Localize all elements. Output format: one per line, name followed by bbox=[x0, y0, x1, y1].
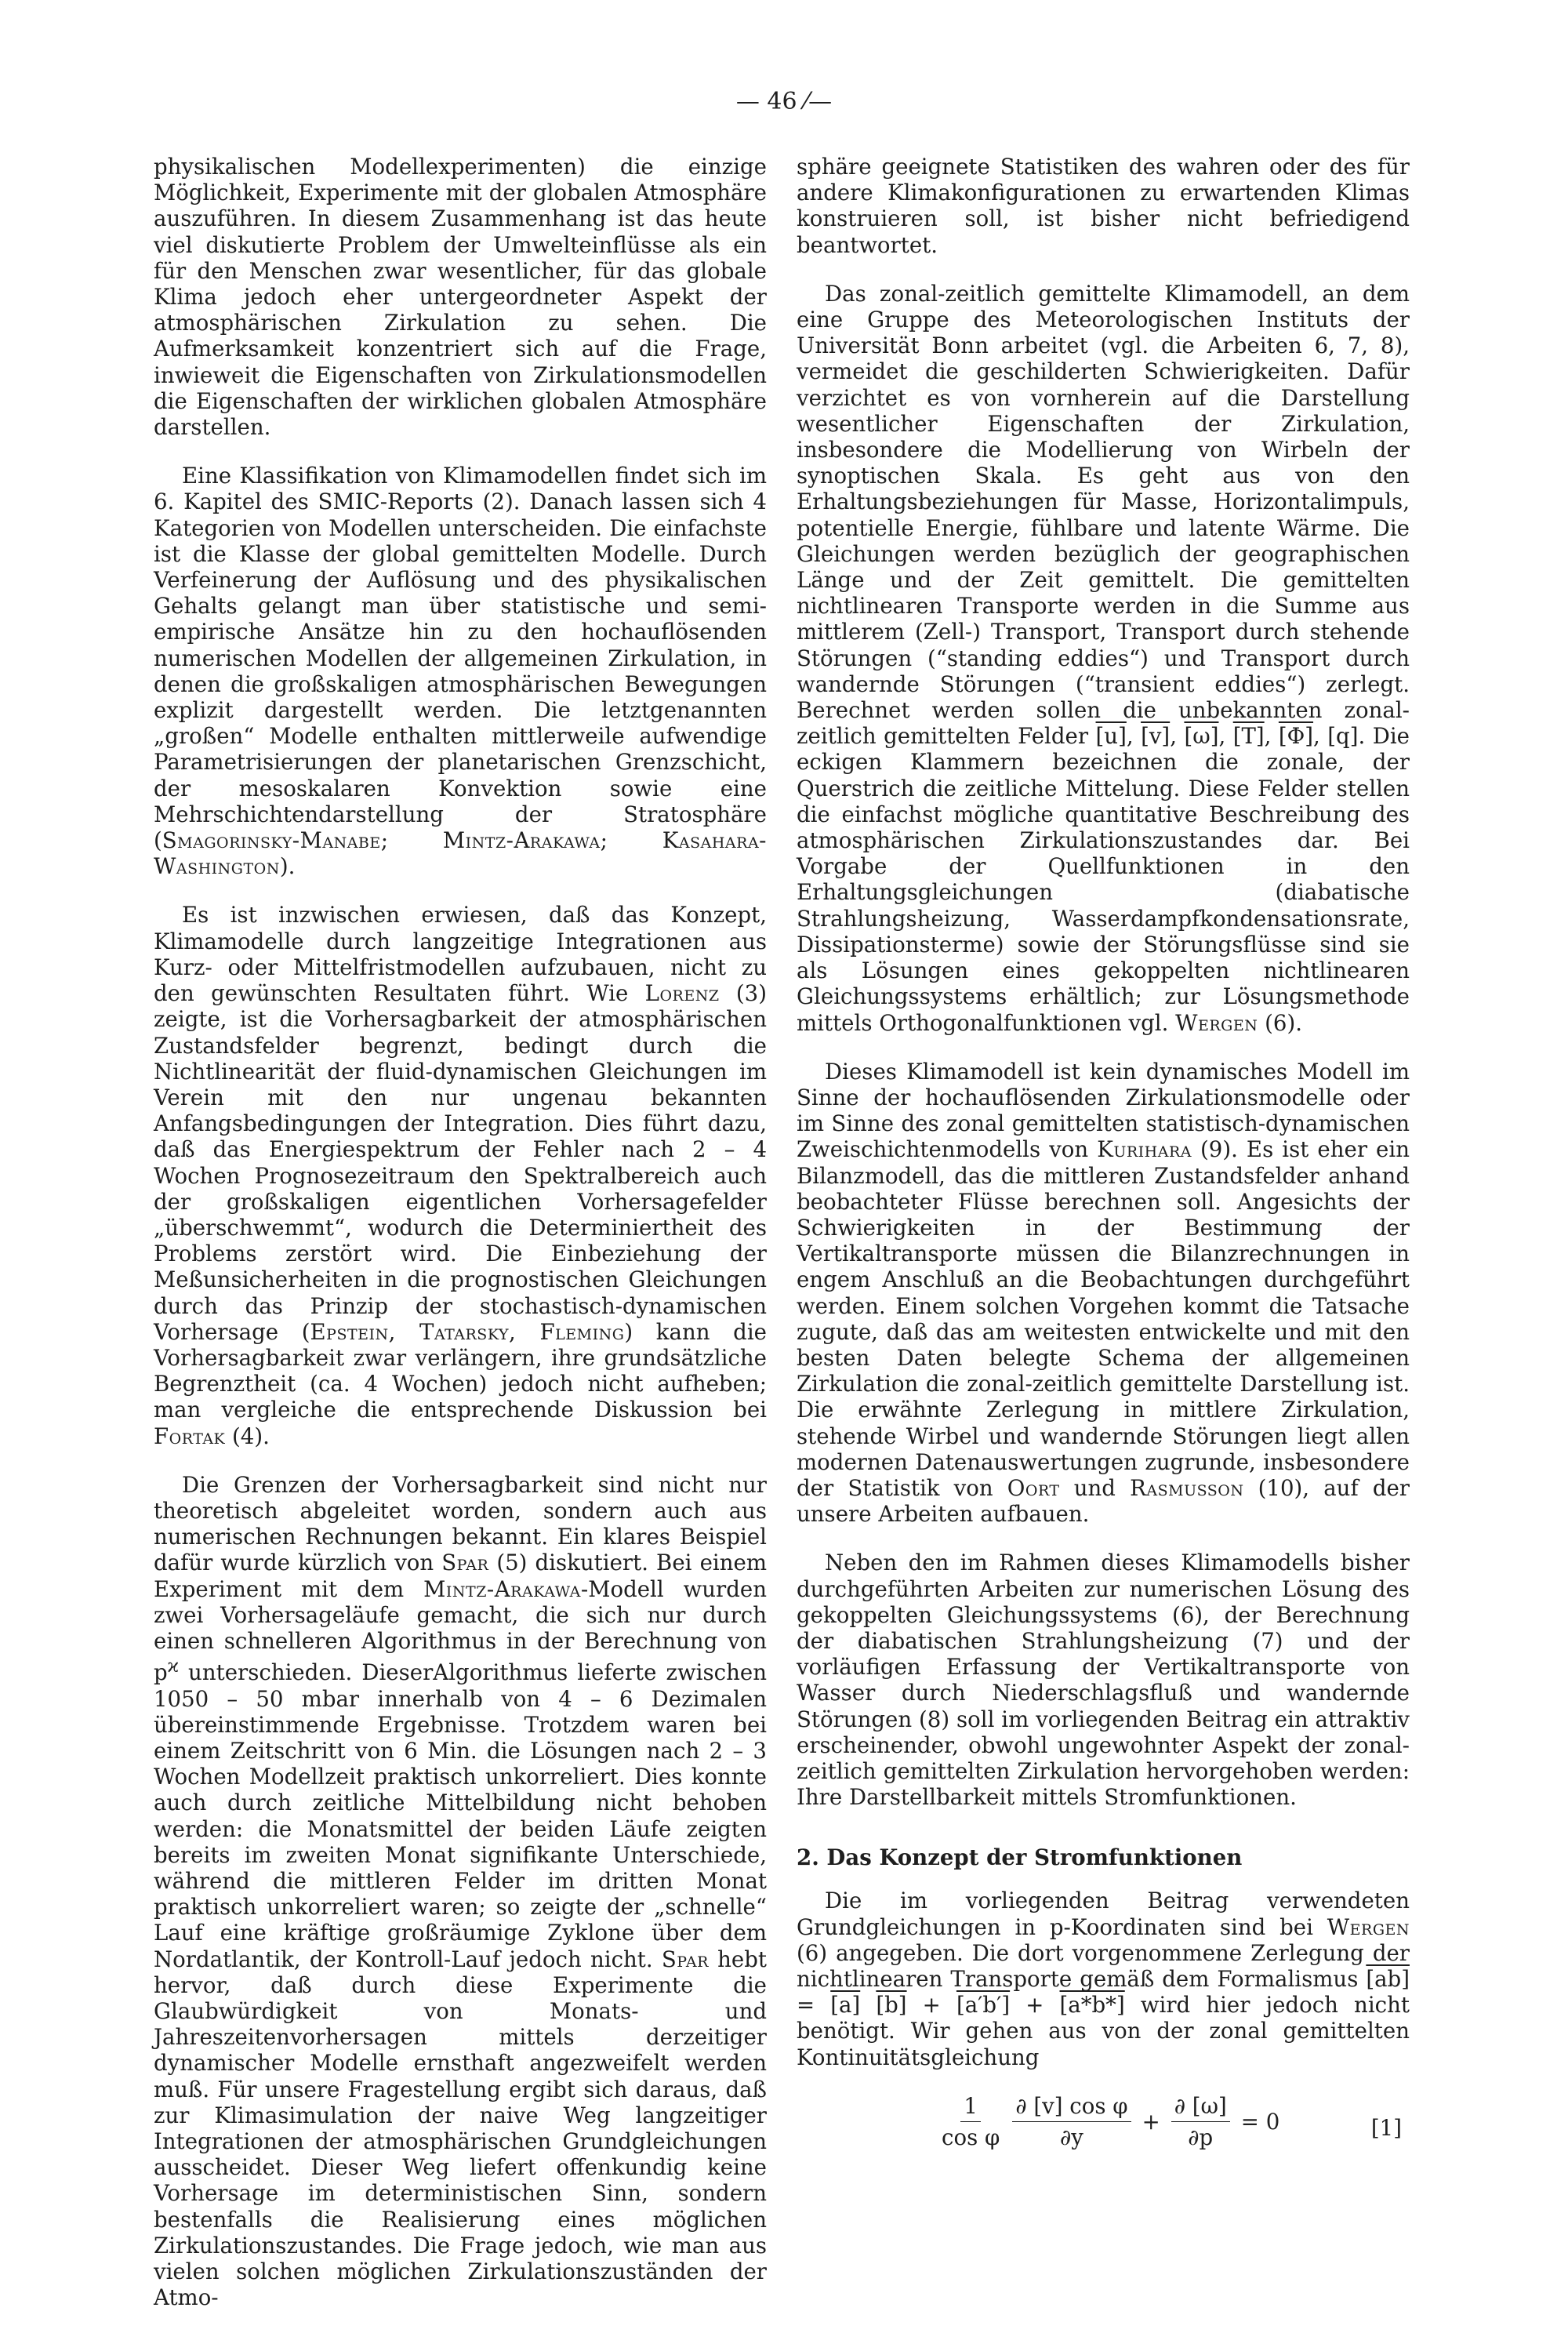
fraction bbox=[1012, 2093, 1131, 2150]
paragraph bbox=[797, 1059, 1410, 1528]
author-names: Epstein, Tatarsky, Fleming bbox=[310, 1318, 625, 1345]
author-name: Wergen bbox=[1175, 1009, 1258, 1036]
author-name: Oort bbox=[1007, 1474, 1060, 1501]
operator: + bbox=[906, 1992, 956, 2019]
left-column bbox=[154, 154, 767, 2333]
paragraph: sphäre geeignete Statistiken des wahren oder des für andere Klimakonfigurationen zu erwartenden Klimas konstruieren soll, ist bisher nicht befriedigend beantwortet. bbox=[797, 154, 1410, 258]
text-run: (5) diskutiert. Bei einem Experiment mit dem bbox=[154, 1550, 767, 1602]
term-b: [b] bbox=[876, 1992, 907, 2019]
text-run: (9). Es ist eher ein Bilanzmodell, das die mittleren Zustandsfelder anhand beobachteter Flüsse berechnen soll. Angesichts der Schwierigkeiten in der Bestimmung der Vertikaltransporte müssen die Bilanzrechnungen in engem Anschluß an die Beobachtungen durchgeführt werden. Einem solchen Vorgehen kommt die Tatsache zugute, daß das am weitesten entwickelte und mit den besten Daten belegte Schema der allgemeinen Zirkulation die zonal-zeitlich gemittelte Darstellung ist. Die erwähnte Zerlegung in mittlere Zirkulation, stehende Wirbel und wandernde Störungen liegt allen modernen Datenauswertungen zugrunde, insbesondere der Statistik von bbox=[797, 1136, 1410, 1501]
author-name: Kurihara bbox=[1097, 1136, 1192, 1163]
paragraph: physikalischen Modellexperimenten) die einzige Möglichkeit, Experimente mit der globalen Atmosphäre auszuführen. In diesem Zusammenhang ist das heute viel diskutierte Problem der Umwelteinflüsse als ein für den Menschen zwar wesentlicher, für das globale Klima jedoch eher untergeordneter Aspekt der atmosphärischen Zirkulation zu sehen. Die Aufmerksamkeit konzentriert sich auf die Frage, inwieweit die Eigenschaften von Zirkulationsmodellen die Eigenschaften der wirklichen globalen Atmosphäre darstellen. bbox=[154, 154, 767, 441]
term-a: [a] bbox=[830, 1992, 861, 2019]
text-run: (10), auf der unsere Arbeiten aufbauen. bbox=[797, 1474, 1410, 1528]
text-run: ). bbox=[279, 853, 296, 880]
equation-body bbox=[934, 2093, 1286, 2150]
numerator: 1 bbox=[960, 2093, 981, 2122]
text-run: ) kann die Vorhersagbarkeit zwar verlängern, ihre grundsätzliche Begrenztheit (ca. 4 Wochen) jedoch nicht aufheben; man vergleiche die entsprechende Diskussion bei bbox=[154, 1318, 767, 1423]
equation-rhs: = 0 bbox=[1240, 2108, 1280, 2135]
text-run: und bbox=[1059, 1474, 1131, 1501]
continuity-equation bbox=[797, 2093, 1410, 2168]
field-phi: [Φ] bbox=[1278, 723, 1314, 750]
numerator: ∂ [ω] bbox=[1171, 2093, 1230, 2122]
superscript-kappa: ϰ bbox=[167, 1656, 180, 1677]
equation-number: [1] bbox=[1370, 2114, 1402, 2141]
paragraph bbox=[797, 1888, 1410, 2070]
term-astar-bstar: [a*b*] bbox=[1059, 1992, 1125, 2019]
paragraph: Das zonal-zeitlich gemittelte Klimamodell, an dem eine Gruppe des Meteorologischen Instituts der Universität Bonn arbeitet (vgl. die Arbeiten 6, 7, 8), vermeidet die geschilderten Schwierigkeiten. Dafür verzichtet es von vornherein auf die Darstellung wesentlicher Eigenschaften der Zirkulation, insbesondere die Modellierung von Wirbeln der synoptischen Skala. Es geht aus von den Erhaltungsbeziehungen für Masse, Horizontalimpuls, potentielle Energie, fühlbare und latente Wärme. Die Gleichungen werden bezüglich der geographischen Länge und der Zeit gemittelt. Die gemittelten nichtlinearen Transporte werden in die Summe aus mittlerem (Zell-) Transport, Transport durch stehende Störungen (“standing eddies“) und Transport durch wandernde Störungen (“transient eddies“) zerlegt. Berechnet werden sollen die unbekannten zonal-zeitlich gemittelten Felder [u], [v], [ω], [T], [Φ], [q]. Die eckigen Klammern bezeichnen die zonale, der Querstrich die zeitliche Mittelung. Diese Felder stellen die einfachst mögliche quantitative Beschreibung des atmosphärischen Zirkulationszustandes dar. Bei Vorgabe der Quellfunktionen in den Erhaltungsgleichungen (diabatische Strahlungsheizung, Wasserdampfkondensationsrate, Dissipationsterme) sowie der Störungsflüsse sind sie als Lösungen eines gekoppelten nichtlinearen Gleichungssystems erhältlich; zur Lösungsmethode mittels Orthogonalfunktionen vgl. Wergen (6). bbox=[797, 280, 1410, 1036]
author-name: Spar bbox=[661, 1946, 709, 1972]
author-name: Rasmusson bbox=[1130, 1474, 1244, 1501]
page-number: — 46 ⁄— bbox=[735, 88, 833, 115]
field-q: [q] bbox=[1327, 723, 1359, 750]
author-name: Wergen bbox=[1327, 1913, 1410, 1940]
author-name: Fortak bbox=[154, 1423, 226, 1449]
denominator: ∂p bbox=[1188, 2124, 1214, 2151]
paragraph bbox=[154, 902, 767, 1448]
term-ab: [ab] bbox=[1366, 1966, 1410, 1992]
text-run: (6). bbox=[1258, 1009, 1302, 1036]
text-run: Dieses Klimamodell ist kein dynamisches Modell im Sinne der hochauflösenden Zirkulationsmodelle oder im Sinne des zonal gemittelten statistisch-dynamischen Zweischichtenmodells von bbox=[797, 1058, 1410, 1163]
paragraph bbox=[154, 1472, 767, 2311]
numerator: ∂ [v] cos φ bbox=[1012, 2093, 1131, 2122]
text-run: (6) angegeben. Die dort vorgenommene Zerlegung der nichtlinearen Transporte gemäß dem Formalismus bbox=[797, 1939, 1410, 1992]
text-run: Es ist inzwischen erwiesen, daß das Konzept, Klimamodelle durch langzeitige Integrationen aus Kurz- oder Mittelfristmodellen aufzubauen, nicht zu den gewünschten Resultaten führt. Wie bbox=[154, 902, 767, 1007]
fraction bbox=[1171, 2093, 1230, 2150]
field-v: [v] bbox=[1141, 723, 1171, 750]
text-run: Eine Klassifikation von Klimamodellen findet sich im 6. Kapitel des SMIC-Reports (2). Danach lassen sich 4 Kategorien von Modellen unterscheiden. Die einfachste ist die Klasse der global gemittelten Modelle. Durch Verfeinerung der Auflösung und des physikalischen Gehalts gelangt man über statistische und semi-empirische Ansätze hin zu den hochauflösenden numerischen Modellen der allgemeinen Zirkulation, in denen die großskaligen atmosphärischen Bewegungen explizit dargestellt werden. Die letztgenannten „großen“ Modelle enthalten mittlerweile aufwendige Parametrisierungen der planetarischen Grenzschicht, der mesoskalaren Konvektion sowie eine Mehrschichtendarstellung der Stratosphäre ( bbox=[154, 463, 767, 854]
plus-operator: + bbox=[1142, 2108, 1160, 2135]
author-names: Smagorinsky-Manabe; Mintz-Arakawa; Kasahara-Washington bbox=[154, 827, 767, 880]
text-run: Das zonal-zeitlich gemittelte Klimamodell, an dem eine Gruppe des Meteorologischen Instituts der Universität Bonn arbeitet (vgl. die Arbeiten 6, 7, 8), vermeidet die geschilderten Schwierigkeiten. Dafür verzichtet es von vornherein auf die Darstellung wesentlicher Eigenschaften der Zirkulation, insbesondere die Modellierung von Wirbeln der synoptischen Skala. Es geht aus von den Erhaltungsbeziehungen für Masse, Horizontalimpuls, potentielle Energie, fühlbare und latente Wärme. Die Gleichungen werden bezüglich der geographischen Länge und der Zeit gemittelt. Die gemittelten nichtlinearen Transporte werden in die Summe aus mittlerem (Zell-) Transport, Transport durch stehende Störungen (“standing eddies“) und Transport durch wandernde Störungen (“transient eddies“) zerlegt. Berechnet werden sollen die unbekannten zonal-zeitlich gemittelten Felder bbox=[797, 280, 1410, 750]
denominator: cos φ bbox=[942, 2124, 1000, 2151]
denominator: ∂y bbox=[1060, 2124, 1083, 2151]
field-t: [T] bbox=[1232, 723, 1265, 750]
field-omega: [ω] bbox=[1184, 723, 1219, 750]
model-name: Mintz-Arakawa bbox=[423, 1575, 581, 1602]
text-run: . Die eckigen Klammern bezeichnen die zonale, der Querstrich die zeitliche Mittelung. Diese Felder stellen die einfachst mögliche quantitative Beschreibung des atmosphärischen Zirkulationszustandes dar. Bei Vorgabe der Quellfunktionen in den Erhaltungsgleichungen (diabatische Strahlungsheizung, Wasserdampfkondensationsrate, Dissipationsterme) sowie der Störungsflüsse sind sie als Lösungen eines gekoppelten nichtlinearen Gleichungssystems erhältlich; zur Lösungsmethode mittels Orthogonalfunktionen vgl. bbox=[797, 723, 1410, 1036]
text-run: (4). bbox=[225, 1423, 270, 1449]
text-run: unterschieden. DieserAlgorithmus lieferte zwischen 1050 – 50 mbar innerhalb von 4 – 6 Dezimalen übereinstimmende Ergebnisse. Trotzdem waren bei einem Zeitschritt von 6 Min. die Lösungen nach 2 – 3 Wochen Modellzeit praktisch unkorreliert. Dies konnte auch durch zeitliche Mittelbildung nicht behoben werden: die Monatsmittel der beiden Läufe zeigten bereits im zweiten Monat signifikante Unterschiede, während die mittleren Felder im dritten Monat praktisch unkorreliert waren; so zeigte der „schnelle“ Lauf eine kräftige großräumige Zyklone über dem Nordatlantik, der Kontroll-Lauf jedoch nicht. bbox=[154, 1659, 767, 1972]
field-u: [u] bbox=[1095, 723, 1127, 750]
author-name: Lorenz bbox=[644, 980, 720, 1007]
fraction bbox=[938, 2093, 1003, 2150]
text-run: Die im vorliegenden Beitrag verwendeten Grundgleichungen in p-Koordinaten sind bei bbox=[797, 1888, 1410, 1940]
right-column bbox=[797, 154, 1410, 2168]
paragraph: Neben den im Rahmen dieses Klimamodells bisher durchgeführten Arbeiten zur numerischen Lösung des gekoppelten Gleichungssystems (6), der Berechnung der diabatischen Strahlungsheizung (7) und der vorläufigen Erfassung der Vertikaltransporte von Wasser durch Niederschlagsfluß und wandernde Störungen (8) soll im vorliegenden Beitrag ein attraktiv erscheinender, obwohl ungewohnter Aspekt der zonal-zeitlich gemittelten Zirkulation hervorgehoben werden: Ihre Darstellbarkeit mittels Stromfunktionen. bbox=[797, 1550, 1410, 1811]
operator: = bbox=[797, 1992, 831, 2019]
paragraph bbox=[154, 463, 767, 879]
text-run: hebt hervor, daß durch diese Experimente die Glaubwürdigkeit von Monats- und Jahreszeitenvorhersagen mittels derzeitiger dynamischer Modelle ernsthaft angezweifelt werden muß. Für unsere Fragestellung ergibt sich daraus, daß zur Klimasimulation der naive Weg langzeitiger Integrationen der atmosphärischen Grundgleichungen ausscheidet. Dieser Weg liefert offenkundig keine Vorhersage im deterministischen Sinn, sondern bestenfalls die Realisierung eines möglichen Zirkulationszustandes. Die Frage jedoch, wie man aus vielen solchen möglichen Zirkulationszuständen der Atmo- bbox=[154, 1946, 767, 2311]
text-run: Die Grenzen der Vorhersagbarkeit sind nicht nur theoretisch abgeleitet worden, sondern auch aus numerischen Rechnungen bekannt. Ein klares Beispiel dafür wurde kürzlich von bbox=[154, 1471, 767, 1576]
text-run: (3) zeigte, ist die Vorhersagbarkeit der atmosphärischen Zustandsfelder begrenzt, bedingt durch die Nichtlinearität der fluid-dynamischen Gleichungen im Verein mit den nur ungenau bekannten Anfangsbedingungen der Integration. Dies führt dazu, daß das Energiespektrum der Fehler nach 2 – 4 Wochen Prognosezeitraum den Spektralbereich auch der großskaligen eigentlichen Vorhersagefelder „überschwemmt“, wodurch die Determiniertheit des Problems zerstört wird. Die Einbeziehung der Meßunsicherheiten in die prognostischen Gleichungen durch das Prinzip der stochastisch-dynamischen Vorhersage ( bbox=[154, 980, 767, 1345]
operator: + bbox=[1010, 1992, 1060, 2019]
text-run: wird hier jedoch nicht benötigt. Wir gehen aus von der zonal gemittelten Kontinuitätsgleichung bbox=[797, 1992, 1410, 2070]
author-name: Spar bbox=[441, 1550, 489, 1576]
text-run: -Modell wurden zwei Vorhersageläufe gemacht, die sich nur durch einen schnelleren Algorithmus in der Berechnung von p bbox=[154, 1575, 768, 1686]
section-heading: 2. Das Konzept der Stromfunktionen bbox=[797, 1844, 1243, 1871]
term-aprime-bprime: [a′b′] bbox=[956, 1992, 1011, 2019]
